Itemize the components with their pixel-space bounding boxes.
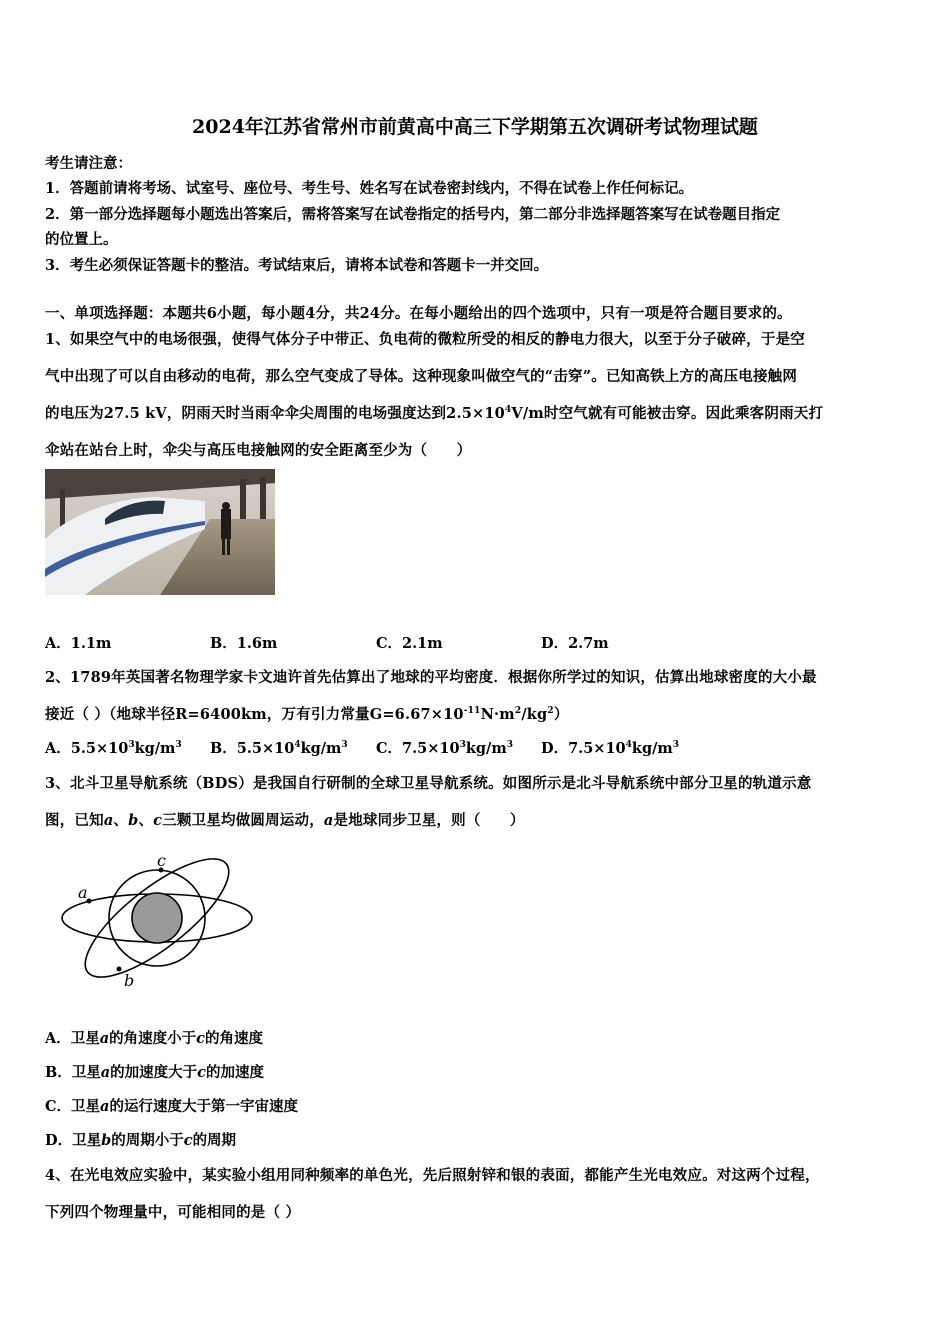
q1-line-1: 1、如果空气中的电场很强，使得气体分子中带正、负电荷的微粒所受的相反的静电力很大，以至于分子破碎，于是空 <box>45 331 805 348</box>
train-station-photo <box>45 469 275 595</box>
notice-item-2: 2．第一部分选择题每小题选出答案后，需将答案写在试卷指定的括号内，第二部分非选择题答案写在试卷题目指定 <box>45 206 781 223</box>
label-b: b <box>124 971 135 988</box>
q3-option-d: D．卫星b的周期小于c的周期 <box>45 1132 237 1149</box>
q3-line-1: 3、北斗卫星导航系统（BDS）是我国自行研制的全球卫星导航系统。如图所示是北斗导航系统中部分卫星的轨道示意 <box>45 775 812 792</box>
q2-option-d: D．$7.5\times 10^4kg/m^3$ <box>541 740 679 757</box>
notice-item-3: 3．考生必须保证答题卡的整洁。考试结束后，请将本试卷和答题卡一并交回。 <box>45 257 549 274</box>
page-title: 2024年江苏省常州市前黄高中高三下学期第五次调研考试物理试题 <box>192 116 758 138</box>
q1-option-a: A．1.1m <box>45 635 112 652</box>
section-heading: 一、单项选择题：本题共6小题，每小题4分，共24分。在每小题给出的四个选项中，只有一项是符合题目要求的。 <box>45 305 792 322</box>
q2-option-a: A．$5.5\times 10^3kg/m^3$ <box>45 740 182 757</box>
notice-heading: 考生请注意： <box>45 155 132 172</box>
q2-option-b: B．$5.5\times 10^4kg/m^3$ <box>210 740 348 757</box>
q2-line-1: 2、1789年英国著名物理学家卡文迪许首先估算出了地球的平均密度．根据你所学过的知识，估算出地球密度的大小最 <box>45 669 817 686</box>
label-c: c <box>157 851 166 870</box>
q2-line-2: 接近（ ）（地球半径R=6400km，万有引力常量$G=6.67\times 10^{-11}N\cdot m^2/kg^2$） <box>45 706 569 723</box>
earth <box>132 893 182 943</box>
q3-option-a: A．卫星a的角速度小于c的角速度 <box>45 1030 263 1047</box>
q3-option-b: B．卫星a的加速度大于c的加速度 <box>45 1064 265 1081</box>
q1-line-4: 伞站在站台上时，伞尖与高压电接触网的安全距离至少为（ ） <box>45 442 472 459</box>
q1-option-c: C．2.1m <box>376 635 443 652</box>
q2-option-c: C．$7.5\times 10^3kg/m^3$ <box>376 740 513 757</box>
satellite-orbit-diagram <box>55 848 260 988</box>
q4-line-1: 4、在光电效应实验中，某实验小组用同种频率的单色光，先后照射锌和银的表面，都能产生光电效应。对这两个过程， <box>45 1167 820 1184</box>
q1-option-b: B．1.6m <box>210 635 278 652</box>
notice-item-2-cont: 的位置上。 <box>45 231 118 248</box>
label-a: a <box>78 883 88 902</box>
notice-item-1: 1．答题前请将考场、试室号、座位号、考生号、姓名写在试卷密封线内，不得在试卷上作任何标记。 <box>45 180 694 197</box>
satellite-b <box>117 967 122 972</box>
q4-line-2: 下列四个物理量中，可能相同的是（ ） <box>45 1204 301 1221</box>
q3-line-2: 图，已知a、b、c三颗卫星均做圆周运动，a是地球同步卫星，则（ ） <box>45 812 525 829</box>
q3-option-c: C．卫星a的运行速度大于第一宇宙速度 <box>45 1098 298 1115</box>
q1-line-3: 的电压为27.5 kV，阴雨天时当雨伞伞尖周围的电场强度达到$2.5\times 10^4V/m$时空气就有可能被击穿。因此乘客阴雨天打 <box>45 405 824 422</box>
q1-option-d: D．2.7m <box>541 635 609 652</box>
q1-line-2: 气中出现了可以自由移动的电荷，那么空气变成了导体。这种现象叫做空气的“击穿”。已知高铁上方的高压电接触网 <box>45 368 798 385</box>
